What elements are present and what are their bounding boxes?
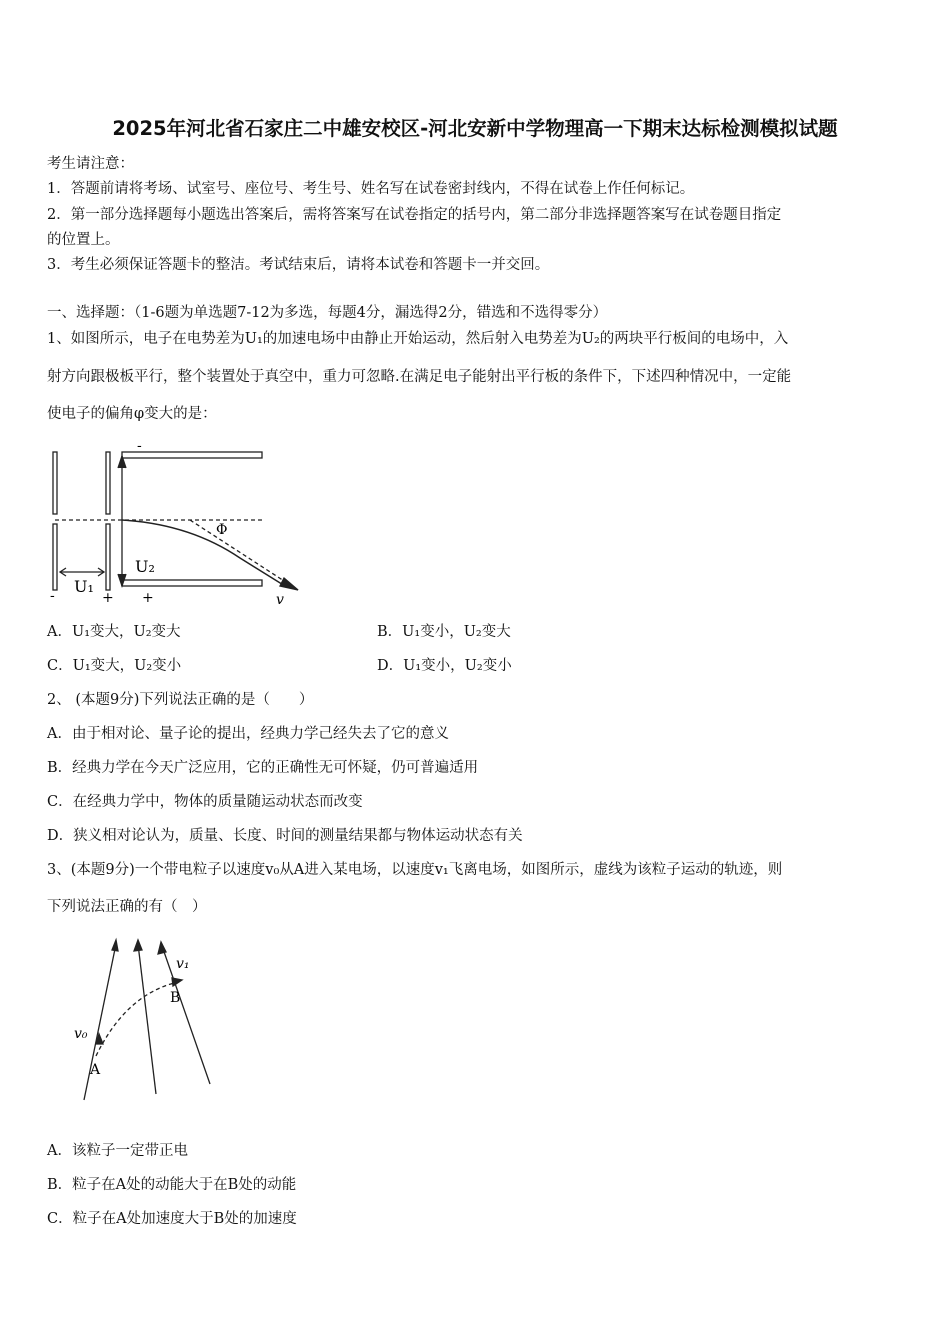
- q1-fig-u2: U₂: [135, 557, 155, 576]
- notice-item: 3．考生必须保证答题卡的整洁。考试结束后，请将本试卷和答题卡一并交回。: [47, 257, 550, 273]
- q2-option-a: A．由于相对论、量子论的提出，经典力学己经失去了它的意义: [47, 726, 449, 742]
- notice-item: 2．第一部分选择题每小题选出答案后，需将答案写在试卷指定的括号内，第二部分非选择题答案写在试卷题目指定: [47, 207, 782, 223]
- q1-fig-plus-bottom: +: [142, 590, 154, 606]
- q3-option-c: C．粒子在A处加速度大于B处的加速度: [47, 1211, 297, 1227]
- notice-item: 1．答题前请将考场、试室号、座位号、考生号、姓名写在试卷密封线内，不得在试卷上作任何标记。: [47, 181, 695, 197]
- section-heading: 一、选择题：（1-6题为单选题7-12为多选，每题4分，漏选得2分，错选和不选得零分）: [47, 305, 608, 321]
- q3-fig-a: A: [90, 1062, 101, 1078]
- q1-option-b: B．U₁变小，U₂变大: [377, 624, 511, 640]
- q1-fig-phi: Φ: [216, 522, 228, 538]
- q1-figure: [40, 436, 310, 608]
- q1-stem-line: 射方向跟极板平行，整个装置处于真空中，重力可忽略.在满足电子能射出平行板的条件下，下述四种情况中，一定能: [47, 369, 792, 385]
- q2-option-b: B．经典力学在今天广泛应用，它的正确性无可怀疑，仍可普遍适用: [47, 760, 479, 776]
- q1-fig-minus-left: -: [50, 588, 55, 604]
- page-title: 2025年河北省石家庄二中雄安校区-河北安新中学物理高一下期末达标检测模拟试题: [112, 117, 838, 140]
- q2-stem: 2、 (本题9分)下列说法正确的是（ ）: [47, 692, 314, 708]
- q3-option-b: B．粒子在A处的动能大于在B处的动能: [47, 1177, 297, 1193]
- q2-option-c: C．在经典力学中，物体的质量随运动状态而改变: [47, 794, 363, 810]
- q3-stem-line: 下列说法正确的有（ ）: [47, 899, 207, 915]
- q1-option-c: C．U₁变大，U₂变小: [47, 658, 182, 674]
- q3-fig-v1: v₁: [176, 956, 190, 972]
- q1-fig-plus-left: +: [102, 590, 114, 606]
- notice-heading: 考生请注意：: [47, 156, 134, 172]
- q1-option-a: A．U₁变大，U₂变大: [47, 624, 181, 640]
- notice-item: 的位置上。: [47, 232, 120, 248]
- q3-option-a: A．该粒子一定带正电: [47, 1143, 188, 1159]
- q3-stem-line: 3、(本题9分)一个带电粒子以速度v₀从A进入某电场，以速度v₁飞离电场，如图所示，虚线为该粒子运动的轨迹，则: [47, 862, 783, 878]
- q1-stem-line: 1、如图所示，电子在电势差为U₁的加速电场中由静止开始运动，然后射入电势差为U₂的两块平行板间的电场中，入: [47, 331, 789, 347]
- q1-option-d: D．U₁变小，U₂变小: [377, 658, 512, 674]
- q3-figure: [66, 934, 226, 1106]
- q3-fig-v0: v₀: [74, 1026, 88, 1042]
- q2-option-d: D．狭义相对论认为，质量、长度、时间的测量结果都与物体运动状态有关: [47, 828, 523, 844]
- q1-fig-u1: U₁: [74, 577, 94, 596]
- q3-fig-b: B: [170, 990, 181, 1006]
- q1-fig-minus-top: -: [137, 438, 142, 454]
- q1-fig-v: v: [276, 592, 284, 608]
- q1-stem-line: 使电子的偏角φ变大的是：: [47, 406, 217, 422]
